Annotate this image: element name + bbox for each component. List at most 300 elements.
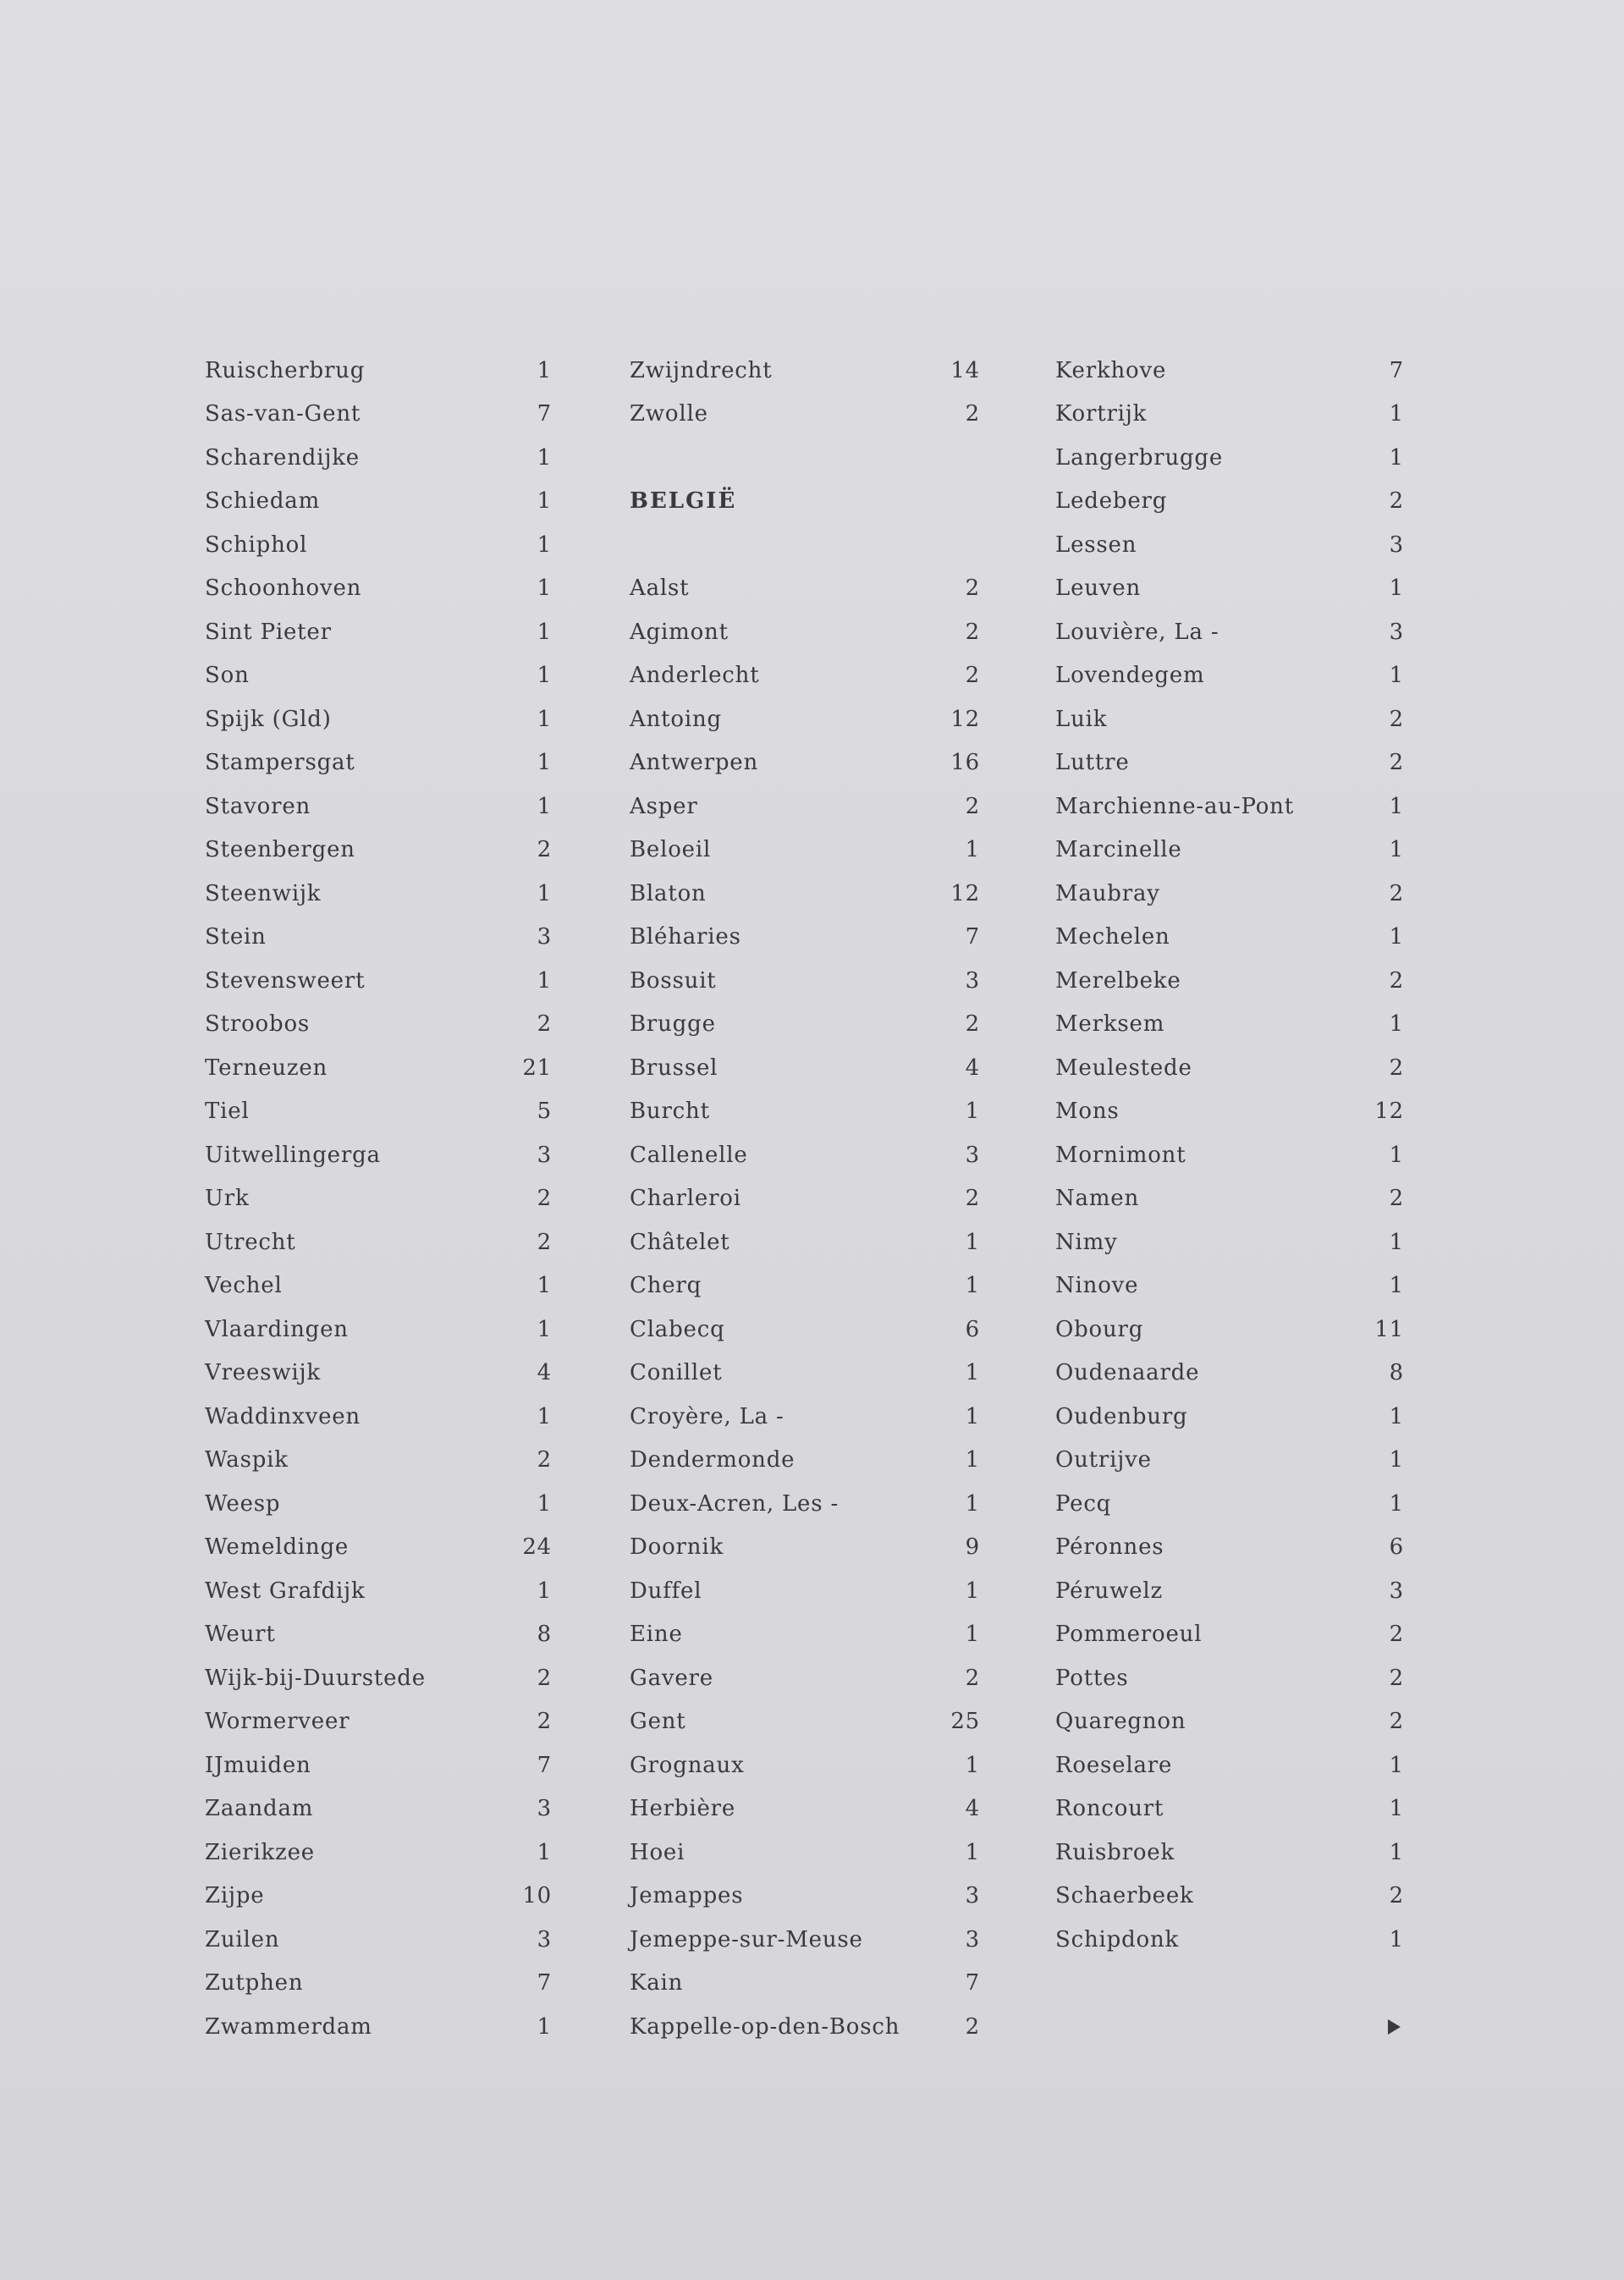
index-entry bbox=[630, 1090, 980, 1134]
index-entry bbox=[1055, 1352, 1404, 1396]
entry-count: 2 bbox=[1389, 1709, 1404, 1735]
entry-count: 2 bbox=[1389, 1665, 1404, 1691]
place-name: Schoonhoven bbox=[205, 576, 362, 602]
index-entry bbox=[630, 1569, 980, 1613]
entry-count: 1 bbox=[1389, 924, 1404, 950]
entry-count: 1 bbox=[537, 619, 552, 645]
index-entry bbox=[205, 1003, 552, 1047]
index-entry bbox=[205, 1526, 552, 1570]
index-entry bbox=[1055, 829, 1404, 873]
index-entry bbox=[205, 1831, 552, 1875]
index-entry bbox=[205, 829, 552, 873]
index-column-2 bbox=[630, 349, 980, 2049]
index-entry bbox=[205, 2005, 552, 2049]
place-name: Stein bbox=[205, 924, 267, 950]
index-entry bbox=[630, 1133, 980, 1177]
entry-count: 3 bbox=[965, 967, 980, 994]
index-entry bbox=[630, 741, 980, 785]
index-entry bbox=[205, 567, 552, 611]
index-entry bbox=[630, 1352, 980, 1396]
index-entry bbox=[205, 1177, 552, 1221]
index-entry bbox=[630, 610, 980, 654]
index-entry bbox=[1055, 523, 1404, 567]
index-entry bbox=[630, 1308, 980, 1352]
index-entry bbox=[1055, 610, 1404, 654]
entry-count: 2 bbox=[537, 1186, 552, 1212]
index-entry bbox=[1055, 1787, 1404, 1831]
entry-count: 24 bbox=[522, 1534, 552, 1561]
index-entry bbox=[630, 349, 980, 393]
entry-count: 4 bbox=[965, 1796, 980, 1822]
entry-count: 8 bbox=[537, 1622, 552, 1648]
index-entry bbox=[630, 1656, 980, 1700]
index-entry bbox=[1055, 1875, 1404, 1919]
index-entry bbox=[630, 785, 980, 829]
index-entry bbox=[205, 1875, 552, 1919]
index-entry bbox=[205, 1656, 552, 1700]
entry-count: 2 bbox=[1389, 967, 1404, 994]
place-name: Kain bbox=[630, 1970, 684, 1996]
place-name: Charleroi bbox=[630, 1186, 741, 1212]
place-name: Zwolle bbox=[630, 401, 708, 427]
place-name: Bléharies bbox=[630, 924, 741, 950]
entry-count: 2 bbox=[965, 663, 980, 689]
index-entry bbox=[630, 1046, 980, 1090]
entry-count: 3 bbox=[965, 1926, 980, 1952]
place-name: Kerkhove bbox=[1055, 357, 1167, 383]
place-name: Eine bbox=[630, 1622, 683, 1648]
place-name: Cherq bbox=[630, 1273, 702, 1299]
entry-count: 16 bbox=[950, 750, 980, 776]
entry-count: 1 bbox=[965, 1752, 980, 1778]
index-entry bbox=[1055, 1700, 1404, 1744]
entry-count: 3 bbox=[1389, 1578, 1404, 1604]
index-entry bbox=[205, 1787, 552, 1831]
index-entry bbox=[630, 1831, 980, 1875]
place-name: Tiel bbox=[205, 1099, 250, 1125]
place-name: Pottes bbox=[1055, 1665, 1129, 1691]
index-entry bbox=[205, 436, 552, 480]
entry-count: 21 bbox=[522, 1055, 552, 1081]
place-name: Merksem bbox=[1055, 1011, 1165, 1038]
place-name: Péruwelz bbox=[1055, 1578, 1163, 1604]
index-entry bbox=[205, 1918, 552, 1962]
entry-count: 2 bbox=[537, 1011, 552, 1038]
entry-count: 1 bbox=[537, 444, 552, 471]
place-name: Clabecq bbox=[630, 1316, 725, 1342]
entry-count: 1 bbox=[537, 357, 552, 383]
place-name: Dendermonde bbox=[630, 1447, 795, 1473]
place-name: Schiphol bbox=[205, 531, 308, 558]
index-entry bbox=[630, 1264, 980, 1308]
index-entry bbox=[1055, 1003, 1404, 1047]
entry-count: 2 bbox=[965, 401, 980, 427]
index-entry bbox=[205, 916, 552, 960]
index-entry bbox=[205, 393, 552, 437]
place-name: Antoing bbox=[630, 706, 722, 732]
entry-count: 1 bbox=[537, 1490, 552, 1517]
place-name: Marchienne-au-Pont bbox=[1055, 793, 1294, 819]
index-entry bbox=[630, 1962, 980, 2006]
place-name: Obourg bbox=[1055, 1316, 1144, 1342]
entry-count: 25 bbox=[950, 1709, 980, 1735]
blank-line bbox=[630, 436, 980, 480]
entry-count: 1 bbox=[537, 1403, 552, 1429]
index-entry bbox=[630, 393, 980, 437]
place-name: Zaandam bbox=[205, 1796, 314, 1822]
entry-count: 1 bbox=[1389, 1229, 1404, 1255]
index-entry bbox=[1055, 1308, 1404, 1352]
place-name: Sas-van-Gent bbox=[205, 401, 361, 427]
index-entry bbox=[1055, 1831, 1404, 1875]
entry-count: 1 bbox=[1389, 1926, 1404, 1952]
entry-count: 1 bbox=[965, 1839, 980, 1865]
place-name: Ledeberg bbox=[1055, 488, 1168, 515]
index-entry bbox=[1055, 916, 1404, 960]
entry-count: 1 bbox=[1389, 663, 1404, 689]
entry-count: 2 bbox=[537, 1709, 552, 1735]
place-name: Antwerpen bbox=[630, 750, 759, 776]
entry-count: 1 bbox=[965, 1490, 980, 1517]
place-name: Weesp bbox=[205, 1490, 281, 1517]
entry-count: 5 bbox=[537, 1099, 552, 1125]
place-name: Wormerveer bbox=[205, 1709, 350, 1735]
entry-count: 1 bbox=[1389, 1142, 1404, 1168]
index-entry bbox=[1055, 872, 1404, 916]
index-entry bbox=[205, 697, 552, 741]
place-name: Steenbergen bbox=[205, 837, 355, 863]
index-entry bbox=[630, 1787, 980, 1831]
entry-count: 1 bbox=[965, 1578, 980, 1604]
place-name: Châtelet bbox=[630, 1229, 730, 1255]
index-column-3 bbox=[1055, 349, 1404, 2049]
place-name: West Grafdijk bbox=[205, 1578, 366, 1604]
place-name: Outrijve bbox=[1055, 1447, 1152, 1473]
index-entry bbox=[630, 1613, 980, 1657]
place-name: Callenelle bbox=[630, 1142, 748, 1168]
index-entry bbox=[205, 1308, 552, 1352]
entry-count: 1 bbox=[1389, 1490, 1404, 1517]
entry-count: 2 bbox=[537, 1229, 552, 1255]
index-entry bbox=[1055, 1177, 1404, 1221]
place-name: Terneuzen bbox=[205, 1055, 328, 1081]
entry-count: 1 bbox=[965, 1622, 980, 1648]
index-entry bbox=[1055, 1046, 1404, 1090]
place-name: Schiedam bbox=[205, 488, 321, 515]
entry-count: 2 bbox=[1389, 1186, 1404, 1212]
index-entry bbox=[205, 610, 552, 654]
index-entry bbox=[205, 785, 552, 829]
index-entry bbox=[1055, 393, 1404, 437]
place-name: Meulestede bbox=[1055, 1055, 1192, 1081]
place-name: Leuven bbox=[1055, 576, 1142, 602]
index-entry bbox=[630, 1220, 980, 1264]
place-name: Nimy bbox=[1055, 1229, 1118, 1255]
entry-count: 1 bbox=[1389, 1839, 1404, 1865]
entry-count: 12 bbox=[1374, 1099, 1404, 1125]
place-name: Luik bbox=[1055, 706, 1108, 732]
entry-count: 1 bbox=[965, 1360, 980, 1386]
place-name: Scharendijke bbox=[205, 444, 360, 471]
index-entry bbox=[205, 959, 552, 1003]
entry-count: 7 bbox=[537, 401, 552, 427]
place-name: Pommeroeul bbox=[1055, 1622, 1203, 1648]
blank-line bbox=[630, 523, 980, 567]
index-entry bbox=[1055, 697, 1404, 741]
place-name: Roeselare bbox=[1055, 1752, 1173, 1778]
index-entry bbox=[205, 872, 552, 916]
entry-count: 2 bbox=[1389, 1622, 1404, 1648]
entry-count: 1 bbox=[1389, 1273, 1404, 1299]
place-name: Zierikzee bbox=[205, 1839, 315, 1865]
entry-count: 1 bbox=[1389, 576, 1404, 602]
index-entry bbox=[1055, 959, 1404, 1003]
entry-count: 1 bbox=[537, 488, 552, 515]
place-name: Ruischerbrug bbox=[205, 357, 366, 383]
entry-count: 1 bbox=[965, 1447, 980, 1473]
index-entry bbox=[205, 1743, 552, 1787]
index-entry bbox=[1055, 1090, 1404, 1134]
place-name: Namen bbox=[1055, 1186, 1140, 1212]
entry-count: 1 bbox=[537, 1273, 552, 1299]
place-name: Agimont bbox=[630, 619, 729, 645]
place-name: Luttre bbox=[1055, 750, 1130, 776]
index-entry bbox=[1055, 1526, 1404, 1570]
entry-count: 2 bbox=[1389, 488, 1404, 515]
place-name: Zwammerdam bbox=[205, 2013, 372, 2040]
index-entry bbox=[1055, 1569, 1404, 1613]
entry-count: 1 bbox=[537, 663, 552, 689]
place-name: Merelbeke bbox=[1055, 967, 1181, 994]
place-name: Zwijndrecht bbox=[630, 357, 773, 383]
index-entry bbox=[1055, 1133, 1404, 1177]
place-name: Oudenaarde bbox=[1055, 1360, 1200, 1386]
index-entry bbox=[1055, 1743, 1404, 1787]
index-entry bbox=[630, 1177, 980, 1221]
index-entry bbox=[205, 654, 552, 698]
entry-count: 10 bbox=[522, 1883, 552, 1909]
place-name: Kappelle-op-den-Bosch bbox=[630, 2013, 900, 2040]
continue-indicator bbox=[1055, 2005, 1404, 2049]
place-name: Péronnes bbox=[1055, 1534, 1164, 1561]
index-entry bbox=[630, 1875, 980, 1919]
index-entry bbox=[1055, 1918, 1404, 1962]
index-entry bbox=[630, 916, 980, 960]
place-name: Doornik bbox=[630, 1534, 724, 1561]
place-name: Lessen bbox=[1055, 531, 1137, 558]
index-entry bbox=[630, 1526, 980, 1570]
index-column-1 bbox=[205, 349, 552, 2049]
blank-line bbox=[1055, 1962, 1404, 2006]
place-name: Ruisbroek bbox=[1055, 1839, 1175, 1865]
place-name: Weurt bbox=[205, 1622, 276, 1648]
entry-count: 1 bbox=[1389, 837, 1404, 863]
place-name: Zuilen bbox=[205, 1926, 280, 1952]
entry-count: 1 bbox=[965, 1099, 980, 1125]
place-name: Steenwijk bbox=[205, 880, 322, 906]
entry-count: 7 bbox=[537, 1970, 552, 1996]
place-name: Duffel bbox=[630, 1578, 702, 1604]
entry-count: 3 bbox=[1389, 619, 1404, 645]
entry-count: 1 bbox=[537, 706, 552, 732]
place-name: Zutphen bbox=[205, 1970, 304, 1996]
entry-count: 1 bbox=[537, 1578, 552, 1604]
entry-count: 1 bbox=[965, 1229, 980, 1255]
index-entry bbox=[205, 1482, 552, 1526]
index-entry bbox=[205, 1962, 552, 2006]
entry-count: 1 bbox=[965, 1403, 980, 1429]
entry-count: 1 bbox=[537, 1839, 552, 1865]
index-entry bbox=[630, 1700, 980, 1744]
entry-count: 14 bbox=[950, 357, 980, 383]
entry-count: 7 bbox=[965, 924, 980, 950]
entry-count: 1 bbox=[537, 2013, 552, 2040]
entry-count: 7 bbox=[965, 1970, 980, 1996]
place-name: Beloeil bbox=[630, 837, 712, 863]
entry-count: 3 bbox=[1389, 531, 1404, 558]
entry-count: 3 bbox=[965, 1142, 980, 1168]
entry-count: 1 bbox=[1389, 793, 1404, 819]
index-entry bbox=[205, 1133, 552, 1177]
entry-count: 1 bbox=[537, 880, 552, 906]
entry-count: 11 bbox=[1374, 1316, 1404, 1342]
place-name: Aalst bbox=[630, 576, 690, 602]
index-entry bbox=[630, 567, 980, 611]
place-name: IJmuiden bbox=[205, 1752, 311, 1778]
entry-count: 2 bbox=[965, 1665, 980, 1691]
index-entry bbox=[205, 1439, 552, 1483]
entry-count: 2 bbox=[965, 1011, 980, 1038]
index-entry bbox=[630, 2005, 980, 2049]
entry-count: 3 bbox=[537, 1926, 552, 1952]
place-name: Deux-Acren, Les - bbox=[630, 1490, 840, 1517]
triangle-right-icon bbox=[1388, 2019, 1401, 2035]
place-name: Gavere bbox=[630, 1665, 713, 1691]
place-name: Bossuit bbox=[630, 967, 717, 994]
index-entry bbox=[205, 1395, 552, 1439]
place-name: Waddinxveen bbox=[205, 1403, 361, 1429]
index-entry bbox=[205, 523, 552, 567]
place-name: Waspik bbox=[205, 1447, 289, 1473]
place-name: Son bbox=[205, 663, 250, 689]
place-name: Marcinelle bbox=[1055, 837, 1182, 863]
index-entry bbox=[630, 829, 980, 873]
place-name: Gent bbox=[630, 1709, 686, 1735]
place-name: Quaregnon bbox=[1055, 1709, 1186, 1735]
index-entry bbox=[630, 1743, 980, 1787]
entry-count: 2 bbox=[1389, 750, 1404, 776]
index-entry bbox=[630, 1395, 980, 1439]
place-name: Vechel bbox=[205, 1273, 283, 1299]
place-name: Oudenburg bbox=[1055, 1403, 1188, 1429]
place-name: Herbière bbox=[630, 1796, 736, 1822]
place-name: Schipdonk bbox=[1055, 1926, 1180, 1952]
index-entry bbox=[630, 959, 980, 1003]
index-entry bbox=[1055, 1439, 1404, 1483]
entry-count: 2 bbox=[965, 2013, 980, 2040]
place-name: Hoei bbox=[630, 1839, 685, 1865]
place-name: Maubray bbox=[1055, 880, 1160, 906]
entry-count: 2 bbox=[1389, 1055, 1404, 1081]
entry-count: 2 bbox=[1389, 1883, 1404, 1909]
place-name: Sint Pieter bbox=[205, 619, 332, 645]
place-name: Louvière, La - bbox=[1055, 619, 1219, 645]
entry-count: 2 bbox=[537, 1447, 552, 1473]
place-name: Vlaardingen bbox=[205, 1316, 349, 1342]
index-entry bbox=[1055, 480, 1404, 524]
entry-count: 3 bbox=[965, 1883, 980, 1909]
entry-count: 1 bbox=[537, 750, 552, 776]
entry-count: 4 bbox=[965, 1055, 980, 1081]
entry-count: 12 bbox=[950, 706, 980, 732]
place-name: Stroobos bbox=[205, 1011, 311, 1038]
index-entry bbox=[1055, 1482, 1404, 1526]
place-name: Anderlecht bbox=[630, 663, 760, 689]
place-name: Burcht bbox=[630, 1099, 710, 1125]
entry-count: 2 bbox=[965, 1186, 980, 1212]
index-entry bbox=[630, 872, 980, 916]
entry-count: 6 bbox=[1389, 1534, 1404, 1561]
entry-count: 4 bbox=[537, 1360, 552, 1386]
entry-count: 2 bbox=[537, 837, 552, 863]
entry-count: 1 bbox=[1389, 1403, 1404, 1429]
index-entry bbox=[630, 654, 980, 698]
entry-count: 1 bbox=[1389, 1796, 1404, 1822]
entry-count: 1 bbox=[965, 837, 980, 863]
entry-count: 1 bbox=[537, 576, 552, 602]
index-entry bbox=[1055, 436, 1404, 480]
place-name: Uitwellingerga bbox=[205, 1142, 381, 1168]
index-entry bbox=[630, 1439, 980, 1483]
entry-count: 2 bbox=[1389, 880, 1404, 906]
entry-count: 2 bbox=[965, 619, 980, 645]
place-name: Stavoren bbox=[205, 793, 311, 819]
place-name: Mechelen bbox=[1055, 924, 1170, 950]
index-entry bbox=[1055, 785, 1404, 829]
entry-count: 1 bbox=[537, 531, 552, 558]
index-entry bbox=[205, 1220, 552, 1264]
entry-count: 1 bbox=[537, 1316, 552, 1342]
entry-count: 6 bbox=[965, 1316, 980, 1342]
entry-count: 7 bbox=[1389, 357, 1404, 383]
entry-count: 2 bbox=[1389, 706, 1404, 732]
entry-count: 9 bbox=[965, 1534, 980, 1561]
entry-count: 12 bbox=[950, 880, 980, 906]
index-entry bbox=[630, 1003, 980, 1047]
index-entry bbox=[205, 1352, 552, 1396]
index-entry bbox=[630, 1918, 980, 1962]
index-entry bbox=[1055, 1220, 1404, 1264]
place-name: Grognaux bbox=[630, 1752, 745, 1778]
country-heading: BELGIË bbox=[630, 488, 737, 515]
place-name: Schaerbeek bbox=[1055, 1883, 1194, 1909]
place-name: Langerbrugge bbox=[1055, 444, 1224, 471]
place-name: Brussel bbox=[630, 1055, 718, 1081]
index-entry bbox=[1055, 1395, 1404, 1439]
index-entry bbox=[1055, 1613, 1404, 1657]
place-name: Kortrijk bbox=[1055, 401, 1148, 427]
index-entry bbox=[1055, 1264, 1404, 1308]
place-name: Zijpe bbox=[205, 1883, 265, 1909]
place-name: Spijk (Gld) bbox=[205, 706, 332, 732]
entry-count: 2 bbox=[965, 793, 980, 819]
place-name: Ninove bbox=[1055, 1273, 1139, 1299]
entry-count: 1 bbox=[1389, 1447, 1404, 1473]
index-entry bbox=[205, 1700, 552, 1744]
index-entry bbox=[630, 697, 980, 741]
index-entry bbox=[1055, 654, 1404, 698]
index-entry bbox=[205, 1046, 552, 1090]
